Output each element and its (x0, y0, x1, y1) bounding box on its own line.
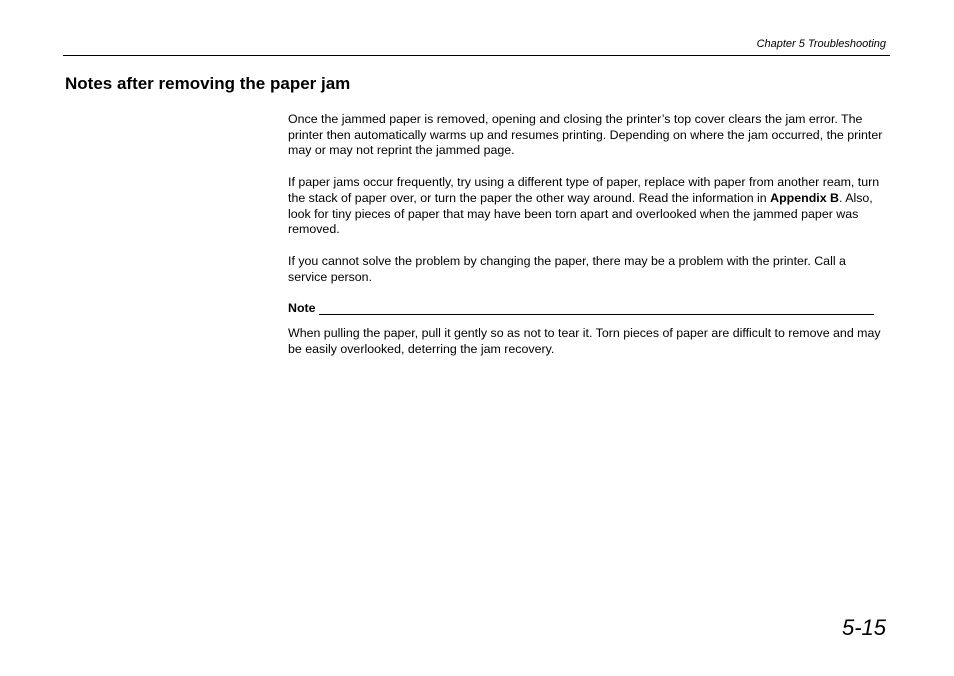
paragraph-frequent-jams-text-2: . Also, look for tiny pieces of paper that may have been torn apart and overlooked when the jammed paper was removed. (288, 190, 873, 237)
paragraph-frequent-jams-text-1: If paper jams occur frequently, try using a different type of paper, replace with paper from another ream, turn the stack of paper over, or turn the paper the other way around. Read the information in (288, 175, 880, 205)
paragraph-jam-cleared: Once the jammed paper is removed, opening and closing the printer’s top cover clears the jam error. The printer then automatically warms up and resumes printing. Depending on where the jam occurred, the printer may or may not reprint the jammed page. (288, 112, 883, 158)
note-text: When pulling the paper, pull it gently so as not to tear it. Torn pieces of paper are difficult to remove and may be easily overlooked, deterring the jam recovery. (288, 326, 881, 356)
appendix-reference: Appendix B (770, 190, 839, 205)
paragraph-frequent-jams (288, 175, 888, 238)
body-text-column (288, 112, 888, 357)
section-title: Notes after removing the paper jam (65, 74, 351, 93)
page-number: 5-15 (841, 615, 886, 640)
paragraph-service: If you cannot solve the problem by changing the paper, there may be a problem with the printer. Call a service person. (288, 253, 846, 284)
running-header: Chapter 5 Troubleshooting (756, 38, 886, 50)
note-rule (319, 314, 874, 315)
header-rule (63, 55, 890, 56)
note-heading (288, 301, 874, 317)
note-label: Note (288, 301, 316, 316)
